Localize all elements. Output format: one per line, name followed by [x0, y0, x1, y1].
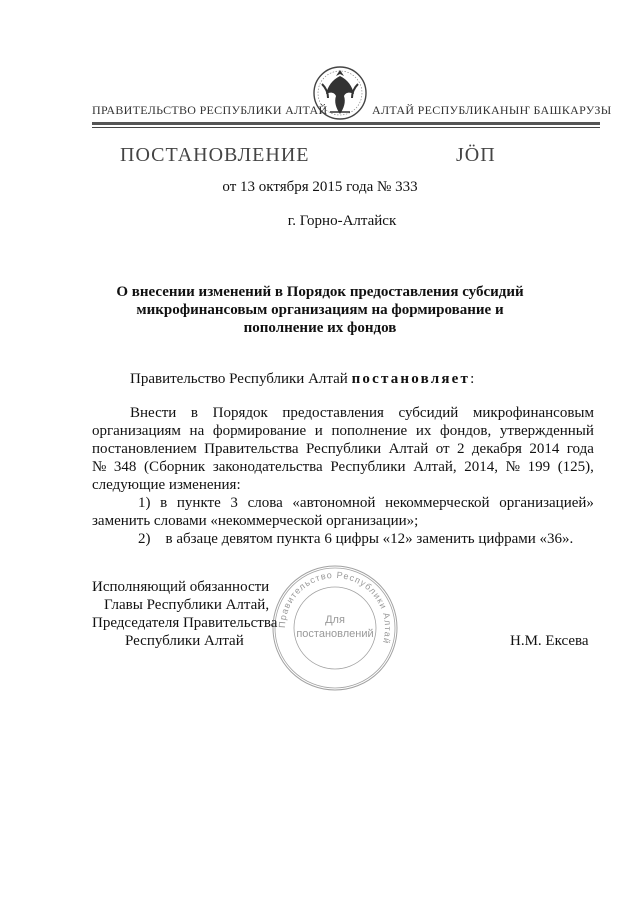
- doc-type-alt: JӦП: [456, 144, 496, 166]
- para1-word: года: [566, 441, 594, 457]
- item1-word: слова: [247, 495, 283, 511]
- para1-word: Алтай: [388, 441, 429, 457]
- para1-word: Алтай,: [413, 459, 457, 475]
- para1-line-5: следующие изменения:: [92, 477, 241, 493]
- para1-word: (Сборник: [144, 459, 206, 475]
- para1-word: №: [505, 459, 520, 475]
- para1-word: в: [190, 405, 199, 421]
- para1-word: пополнение: [331, 423, 408, 439]
- sig-line-1: Исполняющий обязанности: [92, 579, 270, 595]
- para1-word: Республики: [330, 459, 406, 475]
- preamble-verb: постановляет: [351, 371, 471, 387]
- para1-word: микрофинансовым: [472, 405, 594, 421]
- para1-word: 199: [527, 459, 551, 475]
- doc-type-ru: ПОСТАНОВЛЕНИЕ: [120, 144, 310, 166]
- para1-word: фондов,: [440, 423, 492, 439]
- para1-word: постановлением: [92, 441, 197, 457]
- header-rule-thin: [92, 127, 600, 128]
- date-line: от 13 октября 2015 года № 333: [222, 179, 418, 195]
- official-stamp: [270, 563, 400, 693]
- para1-word: Правительства: [204, 441, 299, 457]
- para1-word: 2014,: [464, 459, 499, 475]
- header-rule-thick: [92, 122, 600, 125]
- para1-word: законодательства: [212, 459, 323, 475]
- preamble-text: Правительство Республики Алтай: [130, 371, 348, 387]
- place: г. Горно-Алтайск: [287, 213, 397, 229]
- sig-line-3: Председателя Правительства: [92, 615, 278, 631]
- para1-line-2: [92, 423, 594, 440]
- item1-line-2: заменить словами «некоммерческой организации»;: [92, 513, 419, 529]
- header-left: ПРАВИТЕЛЬСТВО РЕСПУБЛИКИ АЛТАЙ: [92, 103, 328, 117]
- sig-line-2: Главы Республики Алтай,: [104, 597, 270, 613]
- para1-word: 2014: [529, 441, 560, 457]
- stamp-center-bottom: постановлений: [296, 628, 374, 640]
- para1-word: Порядок: [212, 405, 268, 421]
- item1-word: в: [160, 495, 168, 511]
- para1-line-4: [92, 459, 594, 476]
- para1-line-1: [130, 405, 594, 422]
- para1-word: (125),: [557, 459, 594, 475]
- para1-word: предоставления: [282, 405, 384, 421]
- para1-word: Внести: [130, 405, 177, 421]
- item1-word: 3: [230, 495, 238, 511]
- preamble: [130, 371, 474, 388]
- stamp-ring-text: Правительство Республики Алтай: [276, 569, 394, 646]
- preamble-colon: :: [470, 371, 475, 387]
- para1-word: декабря: [471, 441, 522, 457]
- item1-line-1: [138, 495, 594, 512]
- para1-word: утвержденный: [499, 423, 594, 439]
- para1-word: 348: [113, 459, 137, 475]
- header-right: АЛТАЙ РЕСПУБЛИКАНЫҤ БАШКАРУЗЫ: [372, 103, 612, 117]
- item2-line: 2) в абзаце девятом пункта 6 цифры «12» заменить цифрами «36».: [138, 531, 574, 547]
- para1-word: на: [189, 423, 205, 439]
- title-line-3: пополнение их фондов: [243, 320, 397, 336]
- para1-word: формирование: [212, 423, 307, 439]
- para1-line-3: [92, 441, 594, 458]
- para1-word: субсидий: [398, 405, 459, 421]
- para1-word: организациям: [92, 423, 181, 439]
- item1-word: организацией»: [499, 495, 594, 511]
- item1-word: «автономной: [292, 495, 376, 511]
- para1-word: от: [435, 441, 450, 457]
- item1-word: пункте: [176, 495, 221, 511]
- para1-word: Республики: [305, 441, 382, 457]
- signatory-name: Н.М. Ексева: [510, 633, 589, 649]
- sig-line-4: Республики Алтай: [125, 633, 244, 649]
- title-line-2: микрофинансовым организациям на формирование и: [136, 302, 504, 318]
- title-line-1: О внесении изменений в Порядок предоставления субсидий: [116, 284, 524, 300]
- para1-word: 2: [457, 441, 465, 457]
- item1-word: 1): [138, 495, 151, 511]
- para1-word: и: [314, 423, 323, 439]
- stamp-center-top: Для: [325, 614, 345, 626]
- item1-word: некоммерческой: [385, 495, 490, 511]
- para1-word: №: [92, 459, 107, 475]
- para1-word: их: [415, 423, 432, 439]
